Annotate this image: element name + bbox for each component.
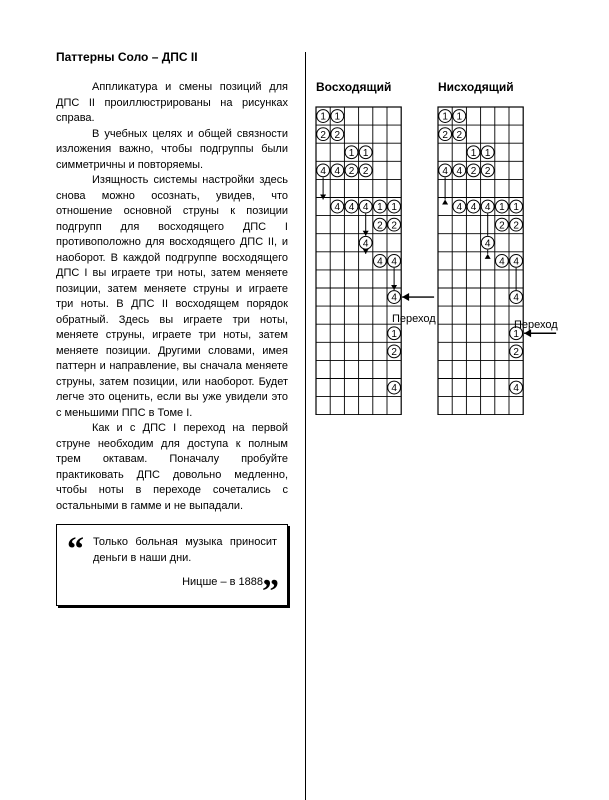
- note-marker: [510, 218, 523, 231]
- paragraph: Аппликатура и смены позиций для ДПС II проиллюстрированы на рисунках справа.: [56, 81, 288, 124]
- note-number: 4: [499, 256, 505, 268]
- note-marker: [388, 218, 401, 231]
- note-marker: [496, 254, 509, 267]
- note-marker: [359, 164, 372, 177]
- note-number: 2: [513, 220, 519, 232]
- note-number: 4: [320, 165, 326, 177]
- diagram-descending: [438, 80, 558, 415]
- note-number: 4: [456, 165, 463, 177]
- diagram-ascending: [316, 80, 436, 415]
- note-number: 1: [362, 147, 369, 159]
- note-number: 1: [348, 147, 355, 159]
- note-marker: [317, 164, 330, 177]
- note-marker: [388, 291, 401, 304]
- note-marker: [331, 200, 344, 213]
- quote-author: Ницше – в 1888: [182, 576, 263, 588]
- note-number: 1: [456, 111, 463, 123]
- note-marker: [345, 200, 358, 213]
- note-number: 2: [362, 165, 369, 177]
- note-marker: [331, 164, 344, 177]
- column-divider: [305, 52, 306, 800]
- fretboard-diagrams: [308, 75, 568, 415]
- note-number: 1: [470, 147, 477, 159]
- note-number: 1: [377, 202, 383, 214]
- note-number: 2: [334, 129, 341, 141]
- paragraph: Изящность системы настройки здесь снова можно осознать, увидев, что отношение основной струны к позиции подгрупп для восходящего ДПС I противоположно для восходящего ДПС II, и наоборот. В каждой подгруппе восходящего ДПС I вы играете три ноты, затем меняете позиции, затем меняете струны и играете три ноты. В ДПС II восходящем порядок обратный. Здесь вы играете три ноты, меняете струны, играете три ноты, затем меняете позиции. Другими словами, имея паттерн и направление, вы сначала меняете струны, затем позиции, или наоборот. Будет легче это оценить, если вы уже увидели это с меньшими ППС в Томе I.: [56, 174, 288, 419]
- note-marker: [331, 110, 344, 123]
- note-marker: [388, 381, 401, 394]
- note-number: 2: [470, 165, 477, 177]
- note-number: 1: [391, 202, 397, 214]
- note-number: 1: [391, 328, 397, 340]
- quote-text: Только больная музыка приносит деньги в наши дни.: [93, 536, 277, 564]
- note-marker: [481, 236, 494, 249]
- note-number: 4: [513, 383, 519, 395]
- paragraph: В учебных целях и общей связности изложения важно, чтобы подгруппы были симметричны и повторяемы.: [56, 127, 288, 171]
- note-number: 1: [320, 111, 326, 123]
- arrow-head: [391, 285, 397, 290]
- note-marker: [510, 381, 523, 394]
- note-marker: [510, 254, 523, 267]
- note-marker: [453, 164, 466, 177]
- note-number: 2: [499, 220, 505, 232]
- note-number: 1: [513, 328, 519, 340]
- arrow-head: [442, 200, 448, 205]
- body-text: [56, 80, 288, 514]
- transition-label: Переход: [514, 319, 558, 331]
- note-number: 4: [484, 238, 491, 250]
- note-marker: [481, 200, 494, 213]
- note-marker: [359, 236, 372, 249]
- quote-box: [56, 524, 288, 610]
- note-number: 2: [484, 165, 491, 177]
- note-number: 4: [513, 292, 519, 304]
- close-quote-icon: ”: [262, 573, 279, 610]
- note-number: 1: [334, 111, 341, 123]
- note-marker: [345, 164, 358, 177]
- page-title: Паттерны Соло – ДПС II: [56, 50, 198, 64]
- note-number: 1: [499, 202, 505, 214]
- note-number: 2: [456, 129, 463, 141]
- note-number: 4: [391, 383, 397, 395]
- diagram-title: Нисходящий: [438, 80, 514, 94]
- note-marker: [496, 200, 509, 213]
- note-number: 1: [484, 147, 491, 159]
- note-marker: [388, 345, 401, 358]
- note-number: 4: [362, 202, 369, 214]
- note-marker: [467, 146, 480, 159]
- note-marker: [345, 146, 358, 159]
- note-marker: [467, 164, 480, 177]
- arrow-head: [402, 293, 409, 301]
- note-number: 4: [334, 165, 341, 177]
- note-number: 2: [320, 129, 326, 141]
- note-marker: [439, 110, 452, 123]
- note-number: 2: [513, 346, 519, 358]
- diagram-title: Восходящий: [316, 80, 392, 94]
- note-marker: [467, 200, 480, 213]
- note-number: 1: [513, 202, 519, 214]
- note-number: 4: [456, 202, 463, 214]
- note-number: 2: [391, 220, 397, 232]
- note-number: 2: [391, 346, 397, 358]
- note-marker: [481, 164, 494, 177]
- note-number: 4: [334, 202, 341, 214]
- note-number: 4: [391, 256, 397, 268]
- note-marker: [359, 200, 372, 213]
- note-number: 4: [484, 202, 491, 214]
- note-number: 1: [442, 111, 448, 123]
- note-marker: [439, 164, 452, 177]
- note-number: 4: [362, 238, 369, 250]
- note-marker: [374, 218, 387, 231]
- note-marker: [510, 291, 523, 304]
- note-marker: [510, 345, 523, 358]
- note-marker: [439, 128, 452, 141]
- note-marker: [374, 200, 387, 213]
- note-number: 2: [442, 129, 448, 141]
- note-marker: [453, 200, 466, 213]
- note-marker: [388, 254, 401, 267]
- note-number: 2: [377, 220, 383, 232]
- note-marker: [496, 218, 509, 231]
- paragraph: Как и с ДПС I переход на первой струне необходим для доступа к полным трем октавам. Поначалу пробуйте практиковать ДПС довольно медленно, чтобы ноты в переходе сочетались с остальными в гамме и не выпадали.: [56, 422, 288, 512]
- note-number: 4: [470, 202, 477, 214]
- note-marker: [359, 146, 372, 159]
- note-marker: [481, 146, 494, 159]
- note-marker: [317, 110, 330, 123]
- open-quote-icon: “: [67, 531, 84, 568]
- note-number: 4: [513, 256, 519, 268]
- note-number: 2: [348, 165, 355, 177]
- note-marker: [510, 200, 523, 213]
- note-number: 4: [391, 292, 397, 304]
- note-marker: [331, 128, 344, 141]
- note-marker: [374, 254, 387, 267]
- arrow-head: [485, 254, 491, 259]
- note-marker: [317, 128, 330, 141]
- note-number: 4: [377, 256, 383, 268]
- note-marker: [388, 327, 401, 340]
- note-marker: [388, 200, 401, 213]
- note-marker: [453, 128, 466, 141]
- note-number: 4: [442, 165, 448, 177]
- transition-label: Переход: [392, 313, 436, 325]
- note-marker: [453, 110, 466, 123]
- note-number: 4: [348, 202, 355, 214]
